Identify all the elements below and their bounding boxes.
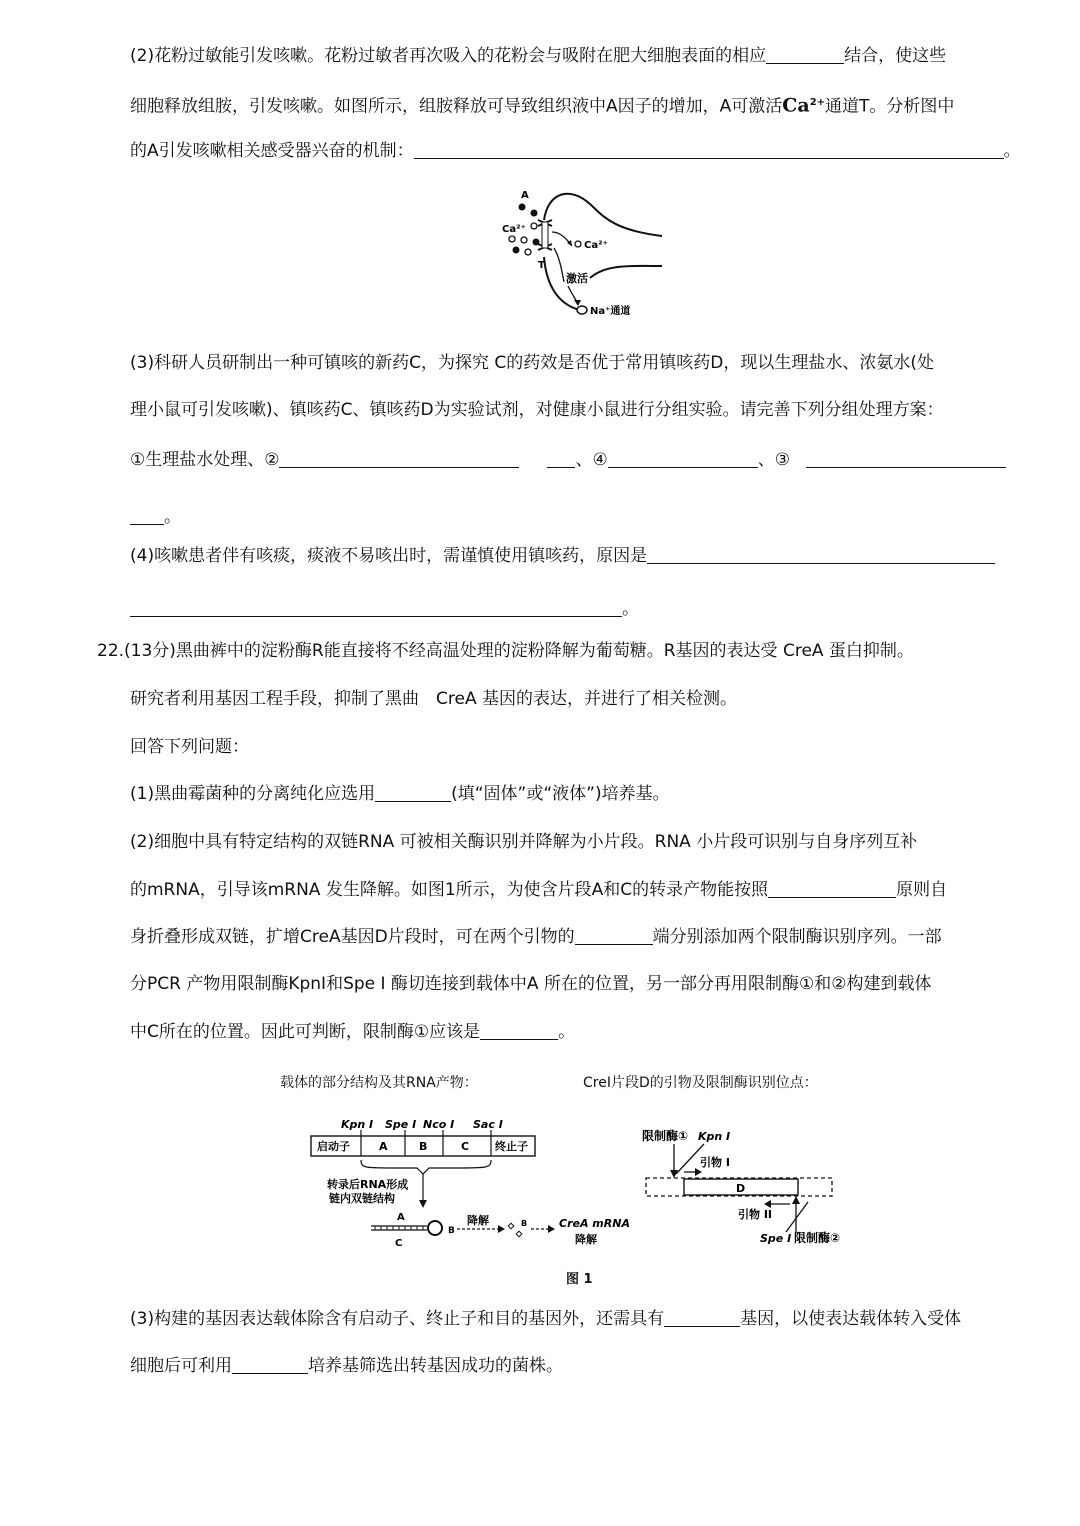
arrowhead <box>419 1200 427 1208</box>
calcium-charge: 2+ <box>809 97 826 108</box>
enzyme2-label: 限制酶② <box>794 1231 841 1245</box>
loop-b-label: B <box>448 1226 455 1236</box>
q22-p1 <box>130 782 670 806</box>
mrna-degrade-label: 降解 <box>575 1233 597 1246</box>
q3-end: 。 <box>164 507 181 527</box>
arrowhead <box>574 300 581 306</box>
calcium-label-outside: Ca²⁺ <box>502 224 526 235</box>
answer-blank[interactable] <box>608 449 758 468</box>
q22-p3-1a: (3)构建的基因表达载体除含有启动子、终止子和目的基因外，还需具有 <box>130 1309 665 1329</box>
q22-p3-2a: 细胞后可利用 <box>130 1356 232 1376</box>
q22-p2-line4: 分PCR 产物用限制酶KpnI和Spe I 酶切连接到载体中A 所在的位置，另一部分再用限制酶①和②构建到载体 <box>130 974 932 994</box>
primer2-label: 引物 II <box>738 1208 773 1221</box>
q2-text-1a: (2)花粉过敏能引发咳嗽。花粉过敏者再次吸入的花粉会与吸附在肥大细胞表面的相应 <box>130 46 767 66</box>
q22-p2-line3 <box>130 925 942 949</box>
factor-a-dot <box>531 210 538 217</box>
segment-a-box: A <box>379 1140 388 1153</box>
segment-d-label: D <box>736 1182 746 1195</box>
q2-line2 <box>130 91 954 119</box>
q22-p3-line2 <box>130 1354 563 1378</box>
q2-text-1b: 结合，使这些 <box>844 46 947 66</box>
q22-line2: 研究者利用基因工程手段，抑制了黑曲 CreA 基因的表达，并进行了相关检测。 <box>130 689 737 709</box>
answer-blank[interactable] <box>547 449 575 468</box>
q2-text-3end: 。 <box>1003 141 1021 161</box>
terminator-box: 终止子 <box>495 1140 528 1153</box>
hairpin-c-label: C <box>395 1238 403 1249</box>
cough-receptor-diagram <box>490 182 680 322</box>
calcium-ion <box>525 249 531 255</box>
q22-p2-line5 <box>130 1020 575 1044</box>
factor-a-dot <box>519 204 526 211</box>
enzyme-label-kpn: Kpn I <box>341 1118 374 1131</box>
answer-blank[interactable] <box>806 449 1006 468</box>
calcium-ion <box>531 223 537 229</box>
figure1-left-title: 载体的部分结构及其RNA产物： <box>280 1075 478 1091</box>
answer-blank[interactable] <box>480 1021 558 1040</box>
q22-p1-a: (1)黑曲霉菌种的分离纯化应选用 <box>130 784 376 804</box>
q2-text-3a: 的A引发咳嗽相关感受器兴奋的机制： <box>130 141 414 161</box>
q22-p3-line1 <box>130 1307 961 1331</box>
q22-p3-2b: 培养基筛选出转基因成功的菌株。 <box>308 1356 563 1376</box>
q3-line2: 理小鼠可引发咳嗽)、镇咳药C、镇咳药D为实验试剂，对健康小鼠进行分组实验。请完善下列分组处理方案： <box>130 400 944 420</box>
promoter-box: 启动子 <box>317 1140 350 1153</box>
note-rna-structure-1: 转录后RNA形成 <box>327 1178 409 1191</box>
svg-text:B: B <box>521 1219 528 1228</box>
answer-blank[interactable] <box>375 783 451 802</box>
q3-line1: (3)科研人员研制出一种可镇咳的新药C，为探究 C的药效是否优于常用镇咳药D，现以生理盐水、浓氨水(处 <box>130 353 934 373</box>
q2-text-2b: 通道T。分析图中 <box>825 96 955 117</box>
q4-text: (4)咳嗽患者伴有咳痰，痰液不易咳出时，需谨慎使用镇咳药，原因是 <box>130 546 648 566</box>
calcium-label-inside: Ca²⁺ <box>584 240 608 251</box>
calcium-symbol: Ca <box>782 94 810 117</box>
note-rna-structure-2: 链内双链结构 <box>329 1192 395 1205</box>
hairpin-a-label: A <box>397 1212 405 1223</box>
degrade-label: 降解 <box>467 1214 489 1227</box>
factor-a-label: A <box>521 190 529 201</box>
answer-blank[interactable] <box>664 1308 740 1327</box>
arrowhead <box>548 1225 555 1233</box>
q2-line3 <box>130 139 1021 163</box>
answer-blank[interactable] <box>575 926 653 945</box>
channel-t-label: T <box>538 260 545 271</box>
q22-p2-2a: 的mRNA，引导该mRNA 发生降解。如图1所示，为使含片段A和C的转录产物能按照 <box>130 880 769 900</box>
q4-line1 <box>130 544 995 568</box>
q22-p2-3b: 端分别添加两个限制酶识别序列。一部 <box>652 927 942 947</box>
enzyme-label-sac: Sac I <box>473 1118 503 1131</box>
activate-label: 激活 <box>566 272 588 285</box>
spe-label: Spe I <box>760 1232 792 1245</box>
q22-p2-line2 <box>130 878 947 902</box>
arrowhead <box>498 1225 505 1233</box>
answer-blank[interactable] <box>130 598 622 617</box>
primer1-label: 引物 I <box>700 1156 730 1169</box>
enzyme-label-nco: Nco I <box>423 1118 455 1131</box>
q22-p2-2b: 原则自 <box>896 880 948 900</box>
enzyme-label-spe: Spe I <box>385 1118 417 1131</box>
enzyme1-label: 限制酶① <box>642 1129 689 1143</box>
q3-item-4: 、④ <box>575 450 608 470</box>
primer-site-diagram <box>640 1124 860 1254</box>
activation-arrow <box>554 248 564 282</box>
receptor-membrane-outer <box>544 194 662 236</box>
q3-line3 <box>130 448 1006 472</box>
segment-c-box: C <box>461 1140 470 1153</box>
q22-p2-3a: 身折叠形成双链，扩增CreA基因D片段时，可在两个引物的 <box>130 927 575 947</box>
q22-line1: 22.(13分)黑曲裤中的淀粉酶R能直接将不经高温处理的淀粉降解为葡萄糖。R基因的表达受 CreA 蛋白抑制。 <box>97 641 914 661</box>
q2-text-2a: 细胞释放组胺，引发咳嗽。如图所示，组胺释放可导致组织液中A因子的增加，A可激活 <box>130 96 783 117</box>
answer-blank[interactable] <box>414 140 1004 159</box>
q3-item-3: 、③ <box>757 450 790 470</box>
calcium-ion <box>521 237 527 243</box>
calcium-channel-t <box>538 220 552 250</box>
q22-p1-b: (填“固体”或“液体”)培养基。 <box>451 784 670 804</box>
calcium-ion <box>575 241 581 247</box>
q22-p3-1b: 基因，以使表达载体转入受体 <box>740 1309 962 1329</box>
sodium-channel-label: Na⁺通道 <box>590 306 631 317</box>
calcium-ion <box>509 236 515 242</box>
figure1-caption: 图 1 <box>566 1272 593 1287</box>
factor-a-dot <box>513 247 520 254</box>
q22-p2-line1: (2)细胞中具有特定结构的双链RNA 可被相关酶识别并降解为小片段。RNA 小片段可识别与自身序列互补 <box>130 832 918 852</box>
q22-line3: 回答下列问题： <box>130 737 249 757</box>
q3-line4 <box>130 505 181 529</box>
answer-blank[interactable] <box>768 879 896 898</box>
answer-blank[interactable] <box>766 45 844 64</box>
answer-blank[interactable] <box>232 1355 308 1374</box>
answer-blank[interactable] <box>130 506 164 525</box>
sodium-channel <box>577 306 587 314</box>
receptor-membrane-inner <box>544 257 662 310</box>
kpn-label: Kpn I <box>698 1130 731 1143</box>
rna-fragments <box>508 1219 527 1237</box>
segment-b-box: B <box>419 1140 428 1153</box>
vector-structure-diagram <box>305 1112 650 1252</box>
q4-line2 <box>130 597 639 621</box>
q3-item-1-2: ①生理盐水处理、② <box>130 450 280 470</box>
hairpin-duplex <box>371 1221 442 1235</box>
q22-p2-5b: 。 <box>558 1022 576 1042</box>
transcript-bracket <box>361 1160 491 1174</box>
q22-p2-5a: 中C所在的位置。因此可判断，限制酶①应该是 <box>130 1022 481 1042</box>
q4-end: 。 <box>622 599 639 619</box>
crea-mrna-label: CreA mRNA <box>559 1217 630 1230</box>
answer-blank[interactable] <box>647 545 995 564</box>
answer-blank[interactable] <box>279 449 519 468</box>
q2-line1 <box>130 44 946 68</box>
figure1-right-title: CreI片段D的引物及限制酶识别位点： <box>583 1075 818 1091</box>
